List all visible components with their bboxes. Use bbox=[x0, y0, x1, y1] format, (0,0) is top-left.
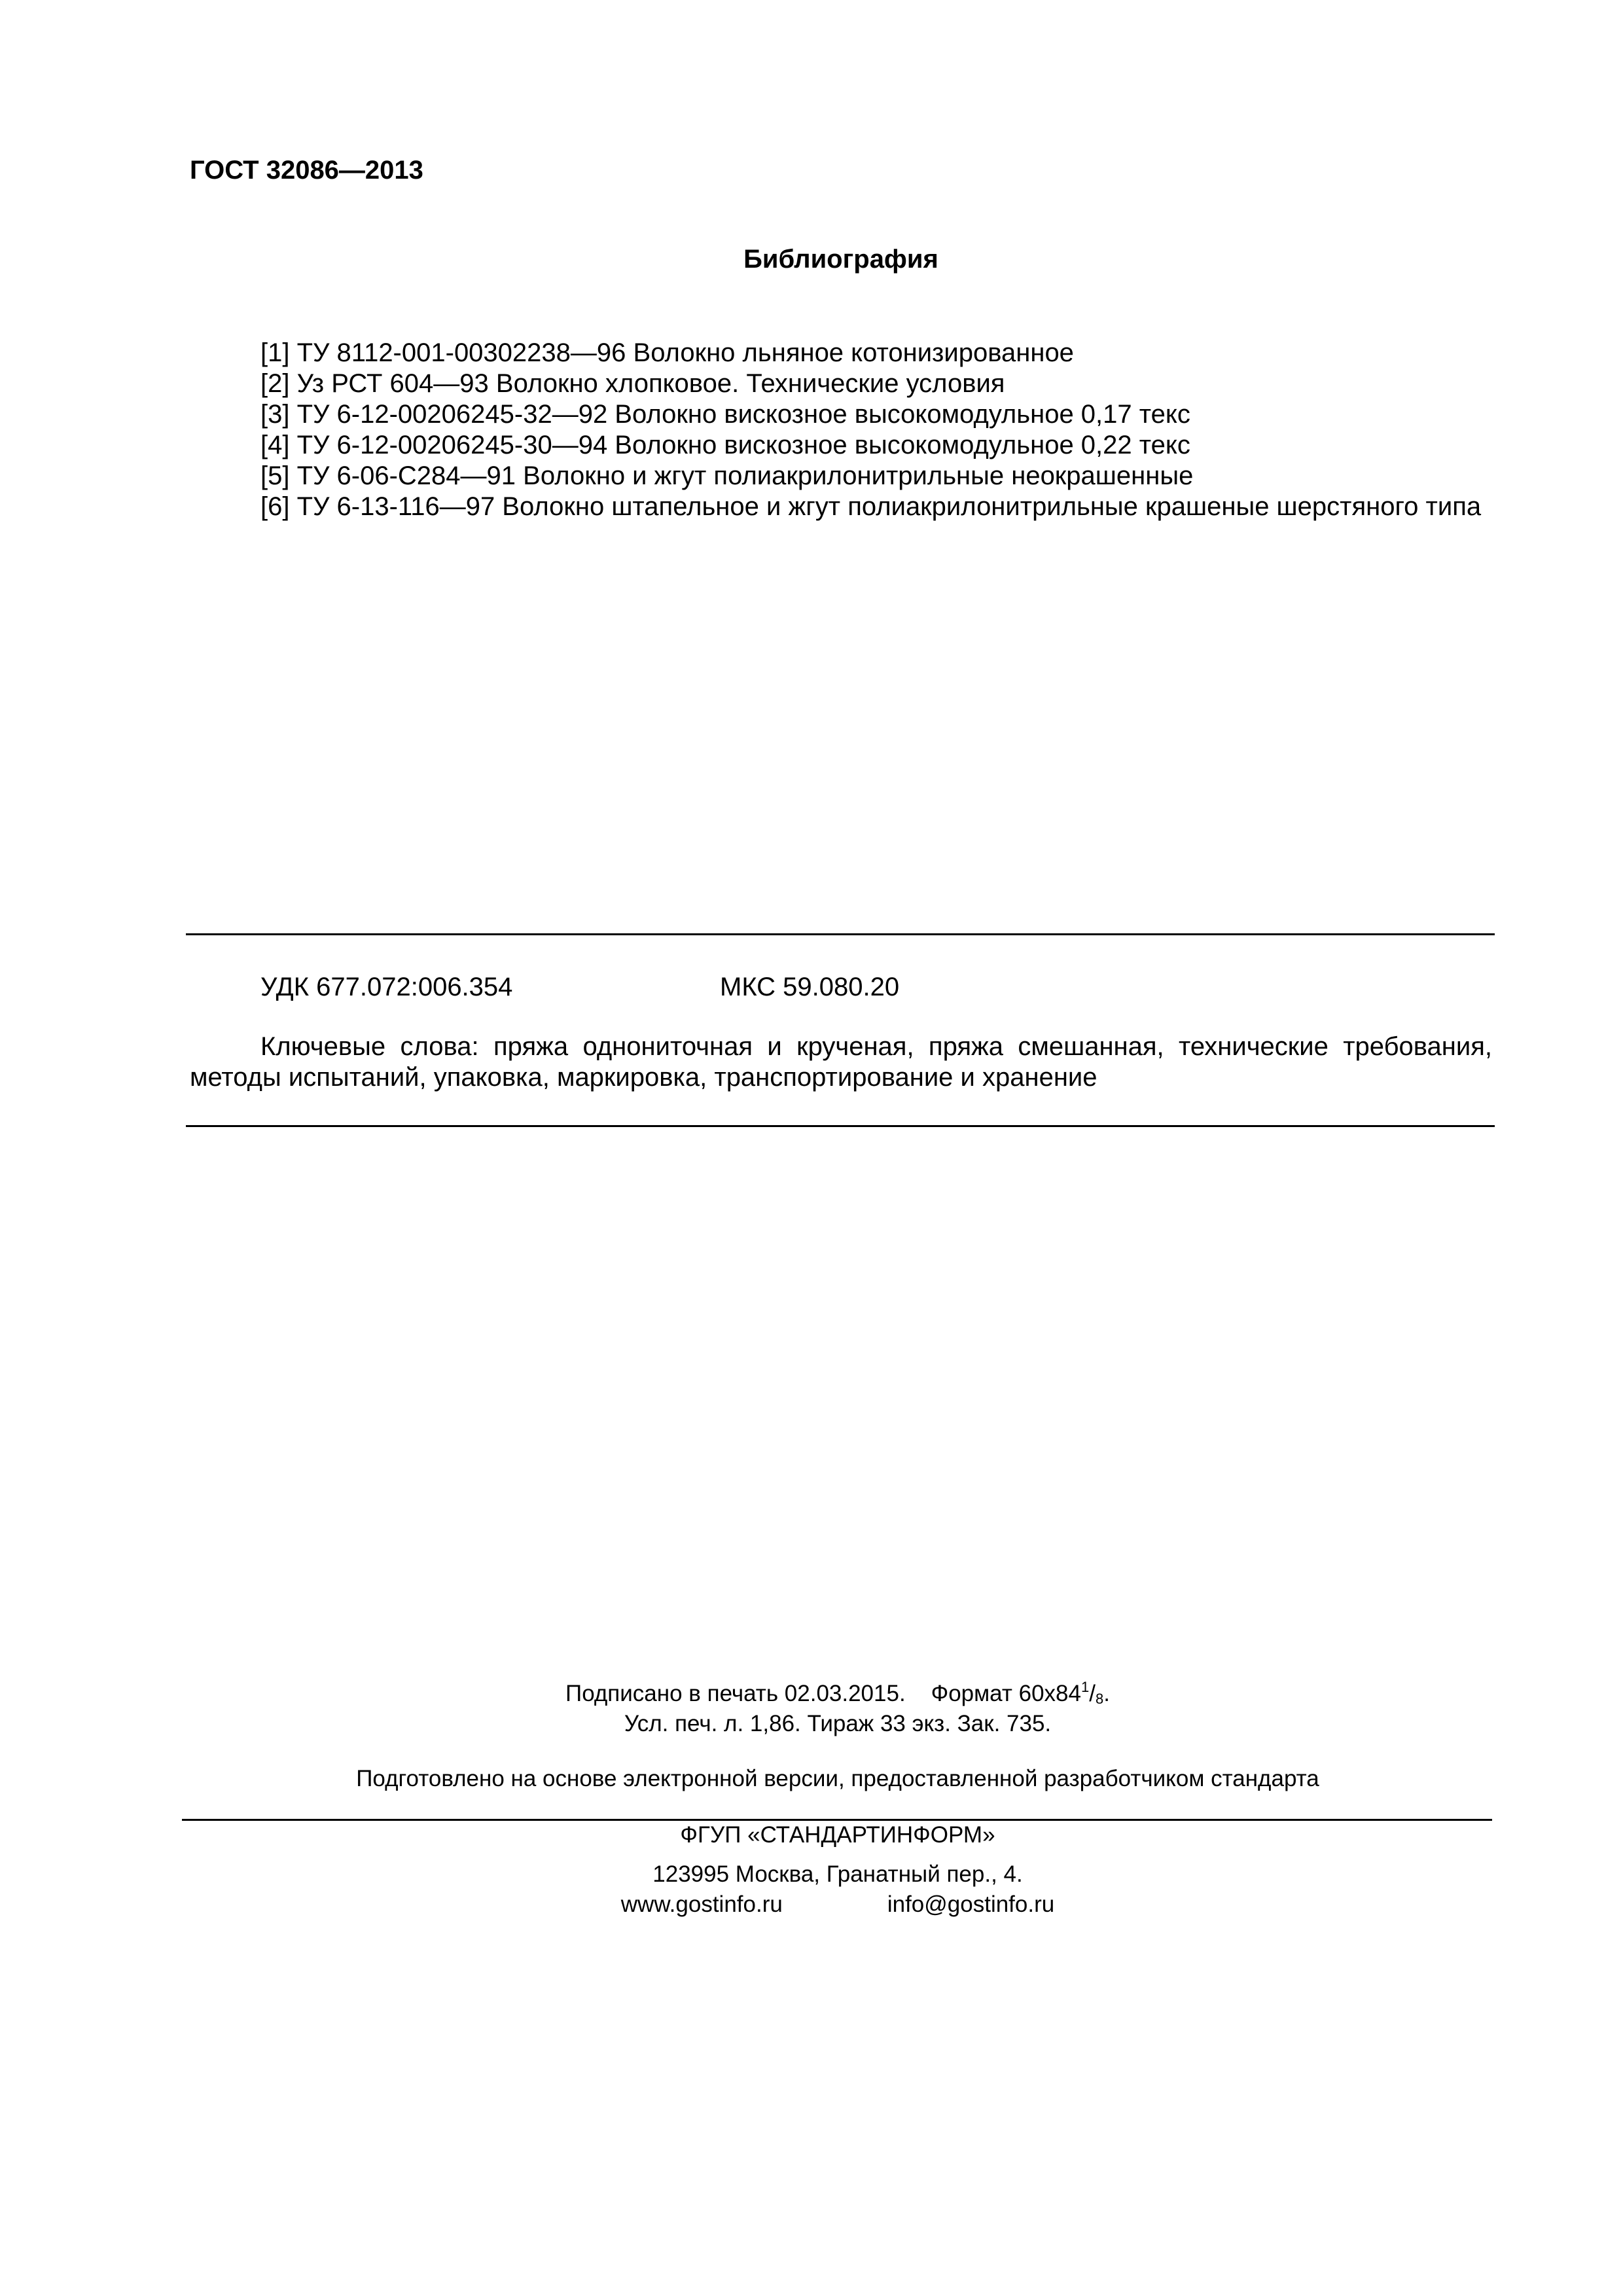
mks-code: МКС 59.080.20 bbox=[720, 973, 900, 1001]
bibliography-title: Библиография bbox=[743, 245, 938, 274]
bibliography-item: [3] ТУ 6-12-00206245-32—92 Волокно вискозное высокомодульное 0,17 текс bbox=[260, 400, 1190, 429]
bibliography-item: [6] ТУ 6-13-116—97 Волокно штапельное и жгут полиакрилонитрильные крашеные шерстяного типа bbox=[260, 492, 1482, 521]
format-slash: / bbox=[1089, 1681, 1096, 1706]
publisher-address: 123995 Москва, Гранатный пер., 4. bbox=[652, 1861, 1023, 1887]
signed-text: Подписано в печать 02.03.2015. Формат 60х84 bbox=[565, 1681, 1081, 1706]
signed-line bbox=[0, 1679, 1623, 1708]
website-link[interactable]: www.gostinfo.ru bbox=[620, 1892, 783, 1917]
email-link[interactable]: info@gostinfo.ru bbox=[887, 1892, 1055, 1917]
bibliography-item: [4] ТУ 6-12-00206245-30—94 Волокно вискозное высокомодульное 0,22 текс bbox=[260, 431, 1190, 459]
bibliography-item: [5] ТУ 6-06-С284—91 Волокно и жгут полиакрилонитрильные неокрашенные bbox=[260, 461, 1194, 490]
bibliography-item: [1] ТУ 8112-001-00302238—96 Волокно льняное котонизированное bbox=[260, 338, 1074, 367]
bibliography-list bbox=[190, 338, 1492, 522]
keywords-paragraph: Ключевые слова: пряжа однониточная и крученая, пряжа смешанная, технические требования, методы испытаний, упаковка, маркировка, транспортирование и хранение bbox=[190, 1032, 1492, 1092]
contact-row bbox=[0, 1890, 1623, 1919]
format-denominator: 8 bbox=[1095, 1691, 1104, 1707]
top-rule bbox=[186, 933, 1495, 935]
publisher-name: ФГУП «СТАНДАРТИНФОРМ» bbox=[680, 1822, 995, 1848]
format-numerator: 1 bbox=[1081, 1679, 1090, 1695]
udk-code: УДК 677.072:006.354 bbox=[260, 973, 513, 1001]
prepared-note: Подготовлено на основе электронной версии, предоставленной разработчиком стандарта bbox=[356, 1766, 1319, 1791]
format-end: . bbox=[1103, 1681, 1110, 1706]
bibliography-item: [2] Уз РСТ 604—93 Волокно хлопковое. Технические условия bbox=[260, 369, 1005, 398]
bottom-rule bbox=[186, 1125, 1495, 1127]
document-code: ГОСТ 32086—2013 bbox=[190, 156, 423, 185]
print-details: Усл. печ. л. 1,86. Тираж 33 экз. Зак. 735. bbox=[624, 1711, 1052, 1736]
